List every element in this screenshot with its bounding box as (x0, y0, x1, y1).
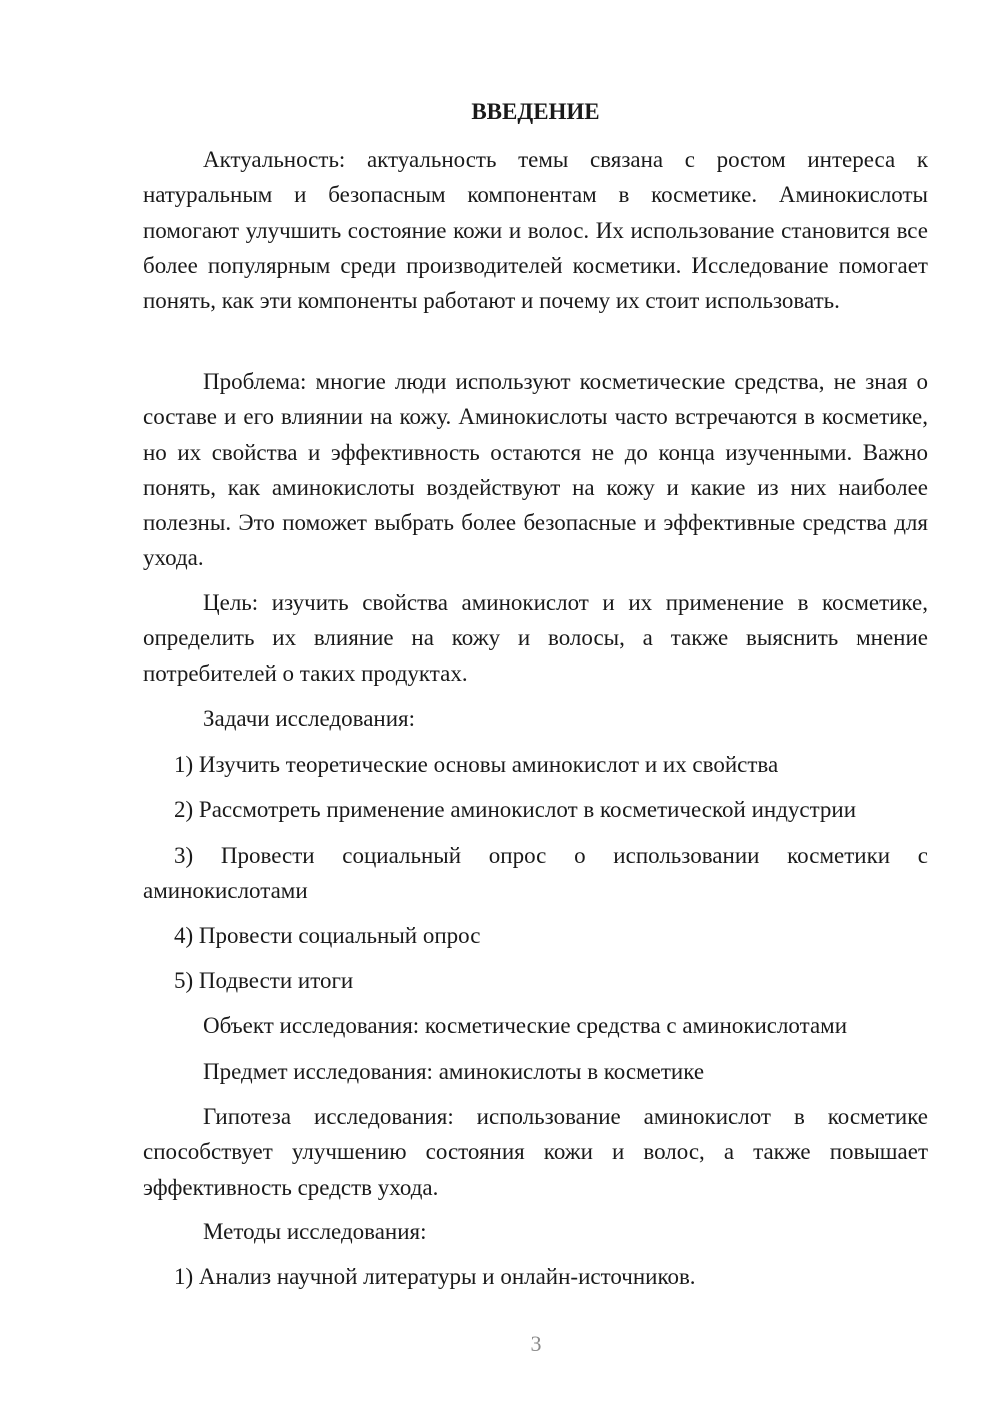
paragraph-hypothesis: Гипотеза исследования: использование аминокислот в косметике способствует улучшению состояния кожи и волос, а также повышает эффективность средств ухода. (143, 1104, 928, 1200)
paragraph-problem: Проблема: многие люди используют косметические средства, не зная о составе и его влиянии на кожу. Аминокислоты часто встречаются в косметике, но их свойства и эффективность остаются не до конца изученными. Важно понять, как аминокислоты воздействуют на кожу и какие из них наиболее полезны. Это поможет выбрать более безопасные и эффективные средства для ухода. (143, 369, 928, 571)
task-item-4: 4) Провести социальный опрос (174, 923, 481, 948)
task-item-3: 3) Провести социальный опрос о использовании косметики с аминокислотами (143, 843, 928, 904)
task-item-5: 5) Подвести итоги (174, 968, 354, 993)
tasks-heading: Задачи исследования: (203, 706, 416, 731)
section-title: ВВЕДЕНИЕ (471, 99, 600, 124)
paragraph-subject: Предмет исследования: аминокислоты в косметике (203, 1059, 705, 1084)
task-item-2: 2) Рассмотреть применение аминокислот в косметической индустрии (174, 797, 857, 822)
paragraph-object: Объект исследования: косметические средства с аминокислотами (203, 1013, 848, 1038)
paragraph-goal: Цель: изучить свойства аминокислот и их применение в косметике, определить их влияние на кожу и волосы, а также выяснить мнение потребителей о таких продуктах. (143, 590, 928, 686)
page-number: 3 (530, 1331, 542, 1356)
methods-heading: Методы исследования: (203, 1219, 427, 1244)
method-item-1: 1) Анализ научной литературы и онлайн-источников. (174, 1264, 696, 1289)
paragraph-relevance: Актуальность: актуальность темы связана с ростом интереса к натуральным и безопасным компонентам в косметике. Аминокислоты помогают улучшить состояние кожи и волос. Их использование становится все более популярным среди производителей косметики. Исследование помогает понять, как эти компоненты работают и почему их стоит использовать. (143, 147, 928, 314)
task-item-1: 1) Изучить теоретические основы аминокислот и их свойства (174, 752, 779, 777)
